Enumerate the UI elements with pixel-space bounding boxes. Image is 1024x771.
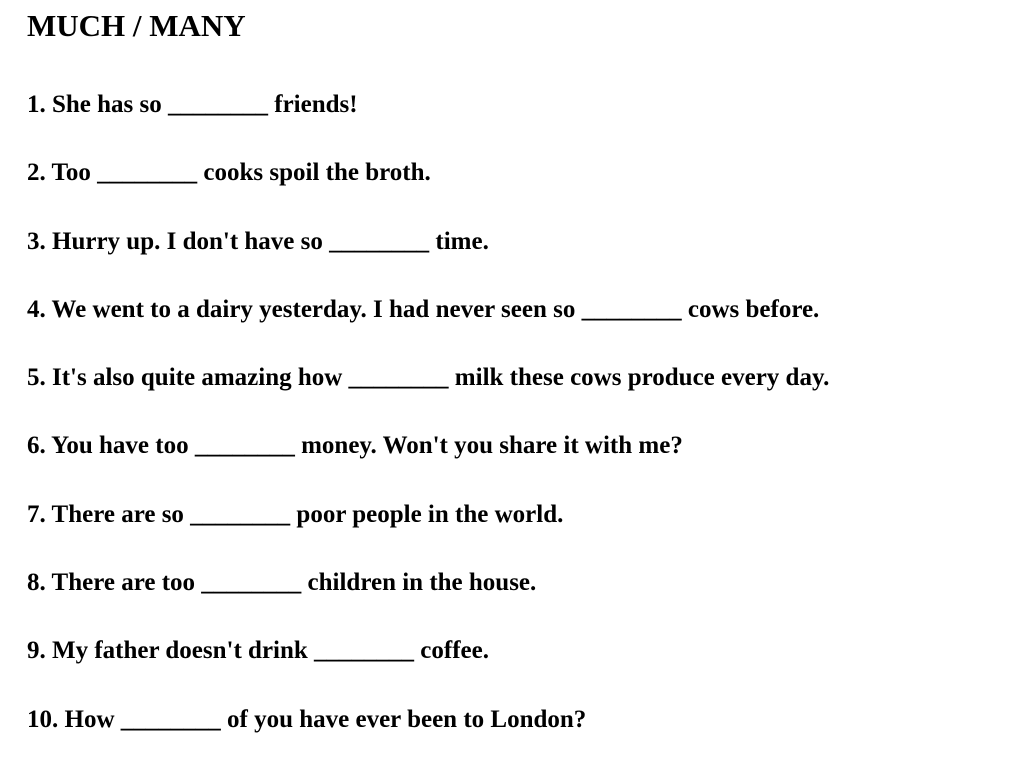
question-10: 10. How ________ of you have ever been to London? — [27, 705, 587, 733]
worksheet — [27, 0, 1004, 768]
question-1: 1. She has so ________ friends! — [27, 91, 358, 118]
question-3: 3. Hurry up. I don't have so ________ time. — [27, 227, 489, 255]
worksheet-title: MUCH / MANY — [27, 8, 246, 43]
question-list — [27, 88, 829, 771]
question-4: 4. We went to a dairy yesterday. I had never seen so ________ cows before. — [27, 295, 820, 323]
question-5: 5. It's also quite amazing how ________ milk these cows produce every day. — [27, 364, 830, 392]
question-9: 9. My father doesn't drink ________ coffee. — [27, 637, 489, 665]
question-2: 2. Too ________ cooks spoil the broth. — [27, 159, 431, 187]
question-6: 6. You have too ________ money. Won't you share it with me? — [27, 432, 683, 460]
question-8: 8. There are too ________ children in the house. — [27, 569, 537, 597]
question-7: 7. There are so ________ poor people in the world. — [27, 500, 564, 528]
